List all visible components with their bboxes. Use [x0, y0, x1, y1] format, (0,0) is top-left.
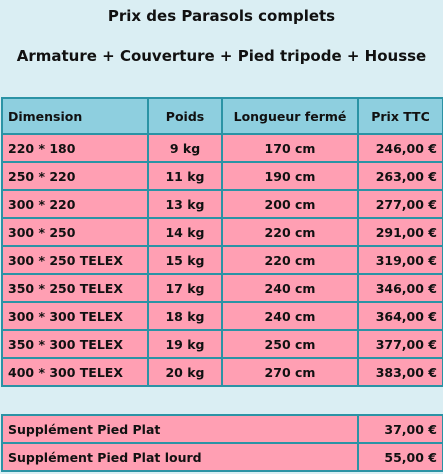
- cell-dimension: 300 * 220: [2, 190, 148, 218]
- cell-prix: 364,00 €: [358, 302, 443, 330]
- table-row: [2, 162, 443, 190]
- page-subtitle: Armature + Couverture + Pied tripode + Housse: [16, 47, 427, 65]
- column-header-poids: Poids: [148, 98, 222, 134]
- table-row: [2, 274, 443, 302]
- cell-prix: 346,00 €: [358, 274, 443, 302]
- cell-dimension: 400 * 300 TELEX: [2, 358, 148, 386]
- cell-longueur: 270 cm: [222, 358, 358, 386]
- table-row: [2, 302, 443, 330]
- cell-poids: 17 kg: [148, 274, 222, 302]
- cell-longueur: 250 cm: [222, 330, 358, 358]
- column-header-dimension: Dimension: [2, 98, 148, 134]
- cell-poids: 18 kg: [148, 302, 222, 330]
- cell-dimension: 300 * 250 TELEX: [2, 246, 148, 274]
- cell-longueur: 220 cm: [222, 246, 358, 274]
- column-header-longueur: Longueur fermé: [222, 98, 358, 134]
- cell-poids: 15 kg: [148, 246, 222, 274]
- cell-dimension: 350 * 300 TELEX: [2, 330, 148, 358]
- supplement-row: [2, 415, 443, 443]
- table-header-row: [2, 98, 443, 134]
- cell-poids: 20 kg: [148, 358, 222, 386]
- cell-poids: 19 kg: [148, 330, 222, 358]
- table-row: [2, 190, 443, 218]
- cell-dimension: 250 * 220: [2, 162, 148, 190]
- column-header-prix: Prix TTC: [358, 98, 443, 134]
- cell-prix: 291,00 €: [358, 218, 443, 246]
- supplement-price: 37,00 €: [358, 415, 443, 443]
- cell-poids: 13 kg: [148, 190, 222, 218]
- price-table: [1, 97, 443, 387]
- cell-prix: 277,00 €: [358, 190, 443, 218]
- supplement-label: Supplément Pied Plat: [2, 415, 358, 443]
- cell-dimension: 300 * 250: [2, 218, 148, 246]
- supplements-table: [1, 414, 443, 472]
- cell-prix: 263,00 €: [358, 162, 443, 190]
- cell-prix: 319,00 €: [358, 246, 443, 274]
- cell-longueur: 240 cm: [222, 302, 358, 330]
- cell-longueur: 220 cm: [222, 218, 358, 246]
- cell-longueur: 170 cm: [222, 134, 358, 162]
- supplement-label: Supplément Pied Plat lourd: [2, 443, 358, 471]
- table-row: [2, 330, 443, 358]
- page-title: Prix des Parasols complets: [107, 7, 336, 25]
- cell-prix: 377,00 €: [358, 330, 443, 358]
- cell-longueur: 200 cm: [222, 190, 358, 218]
- cell-longueur: 190 cm: [222, 162, 358, 190]
- supplement-row: [2, 443, 443, 471]
- table-row: [2, 246, 443, 274]
- supplement-price: 55,00 €: [358, 443, 443, 471]
- cell-dimension: 300 * 300 TELEX: [2, 302, 148, 330]
- cell-dimension: 350 * 250 TELEX: [2, 274, 148, 302]
- cell-longueur: 240 cm: [222, 274, 358, 302]
- table-row: [2, 218, 443, 246]
- cell-poids: 11 kg: [148, 162, 222, 190]
- table-row: [2, 358, 443, 386]
- cell-prix: 383,00 €: [358, 358, 443, 386]
- cell-dimension: 220 * 180: [2, 134, 148, 162]
- cell-poids: 9 kg: [148, 134, 222, 162]
- table-row: [2, 134, 443, 162]
- cell-prix: 246,00 €: [358, 134, 443, 162]
- cell-poids: 14 kg: [148, 218, 222, 246]
